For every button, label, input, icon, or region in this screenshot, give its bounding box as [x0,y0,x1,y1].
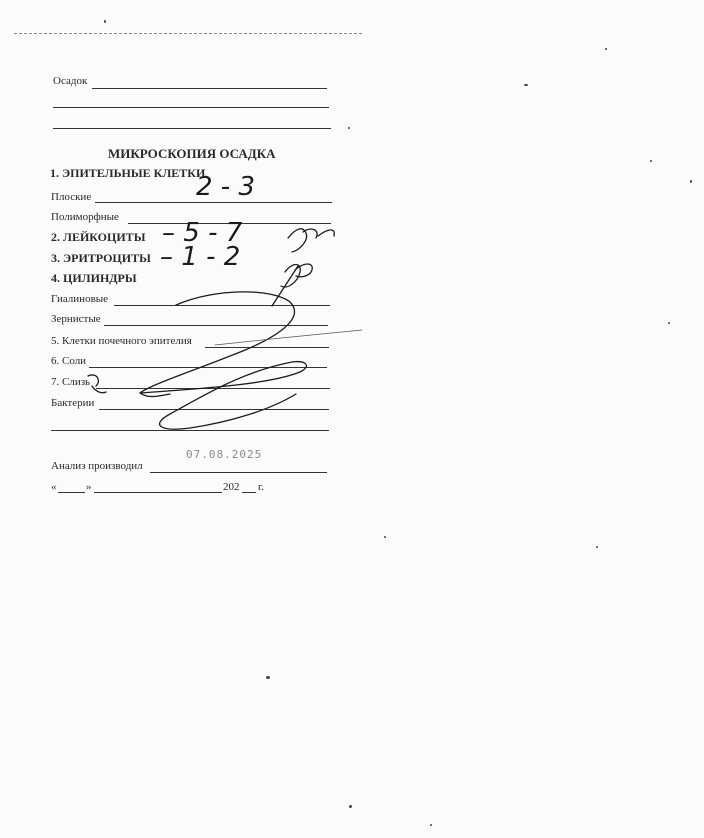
scan-speck [384,536,386,538]
salts-label: 6. Соли [51,355,87,367]
scan-speck [104,20,106,23]
renal-epithelium-label: 5. Клетки почечного эпителия [51,335,192,347]
date-open-quote: « [51,481,57,493]
hyaline-label: Гиалиновые [51,293,109,305]
erythrocytes-handwritten-value: – 1 - 2 [160,242,241,272]
scan-speck [524,84,528,86]
granular-label: Зернистые [51,313,101,325]
leukocytes-handwritten-value: – 5 - 7 [162,218,243,248]
scan-speck [348,127,350,129]
analysis-by-label: Анализ производил [51,460,143,472]
scan-speck [668,322,670,324]
year-prefix: 202 [223,481,240,493]
date-close-quote: » [86,481,92,493]
scan-speck [605,48,607,50]
year-suffix: г. [258,481,265,493]
sediment-label: Осадок [53,75,88,87]
date-stamp: 07.08.2025 [186,448,263,461]
polymorph-label: Полиморфные [51,211,119,223]
scan-speck [650,160,652,162]
leukocytes-label: 2. ЛЕЙКОЦИТЫ [51,230,146,244]
scan-speck [266,676,270,679]
epithelial-cells-heading: 1. ЭПИТЕЛЬНЫЕ КЛЕТКИ [50,166,206,180]
scan-speck [690,180,692,183]
flat-label: Плоские [51,191,92,203]
flat-handwritten-value: 2 - 3 [196,172,255,202]
scan-speck [596,546,598,548]
scan-speck [430,824,432,826]
page-title: МИКРОСКОПИЯ ОСАДКА [108,146,276,161]
bacteria-label: Бактерии [51,397,95,409]
erythrocytes-label: 3. ЭРИТРОЦИТЫ [51,251,151,265]
scan-speck [349,805,352,808]
cylinders-label: 4. ЦИЛИНДРЫ [51,271,137,285]
mucus-label: 7. Слизь [51,376,91,388]
